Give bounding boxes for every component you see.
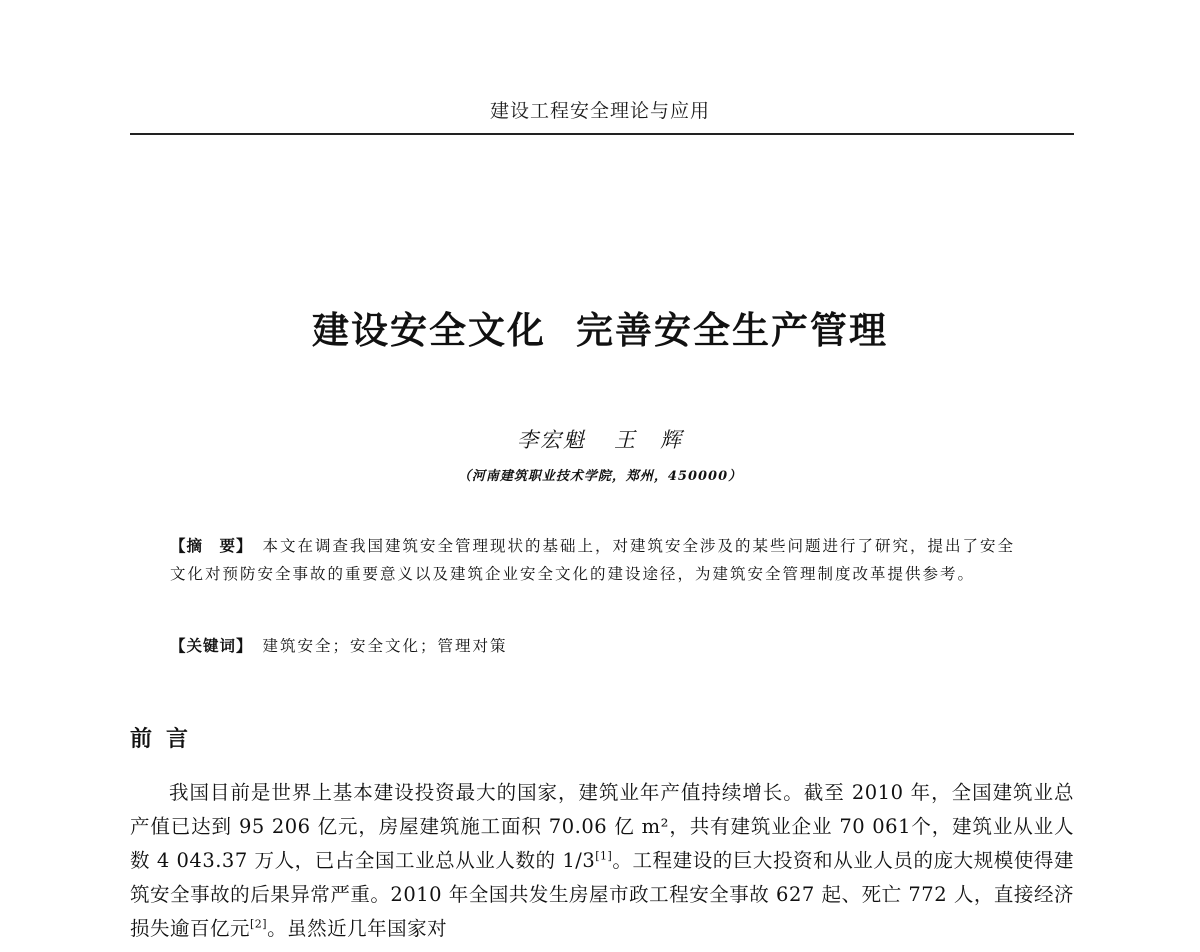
citation-2: [2] (250, 917, 268, 931)
keywords-text: 建筑安全；安全文化；管理对策 (262, 637, 508, 655)
abstract-text: 本文在调查我国建筑安全管理现状的基础上，对建筑安全涉及的某些问题进行了研究，提出了安全文化对预防安全事故的重要意义以及建筑企业安全文化的建设途径，为建筑安全管理制度改革提供参考。 (170, 537, 1016, 583)
title-part-1: 建设安全文化 (312, 309, 546, 352)
author-2: 王 辉 (614, 428, 683, 452)
header-rule (130, 133, 1074, 135)
title-part-2: 完善安全生产管理 (576, 309, 888, 352)
paragraph-text-1: 我国目前是世界上基本建设投资最大的国家，建筑业年产值持续增长。截至 2010 年，全国建筑业总产值已达到 95 206 亿元，房屋建筑施工面积 70.06 亿 m²，共有建筑业企业 70 061个，建筑业从业人数 4 043.37 万人，已占全国工业总从业人数的 1/3 (130, 781, 1074, 872)
section-heading: 前言 (130, 727, 203, 752)
author-line (0, 424, 1200, 454)
paragraph-text-2: 。工程建设的巨大投资和从业人员的庞大规模使得建筑安全事故的后果异常严重。2010 年全国共发生房屋市政工程安全事故 627 起、死亡 772 人，直接经济损失逾百亿元 (130, 849, 1074, 940)
running-header: 建设工程安全理论与应用 (489, 100, 710, 122)
author-1: 李宏魁 (517, 428, 586, 452)
abstract-label: 【摘 要】 (170, 537, 253, 555)
abstract (170, 532, 1030, 588)
paragraph-text-3: 。虽然近几年国家对 (267, 917, 448, 940)
citation-1: [1] (595, 849, 613, 863)
body-paragraph (130, 776, 1074, 946)
article-title (0, 300, 1200, 354)
keywords-label: 【关键词】 (170, 637, 253, 655)
author-affiliation: （河南建筑职业技术学院，郑州，450000） (457, 469, 743, 484)
keywords (170, 632, 1030, 660)
